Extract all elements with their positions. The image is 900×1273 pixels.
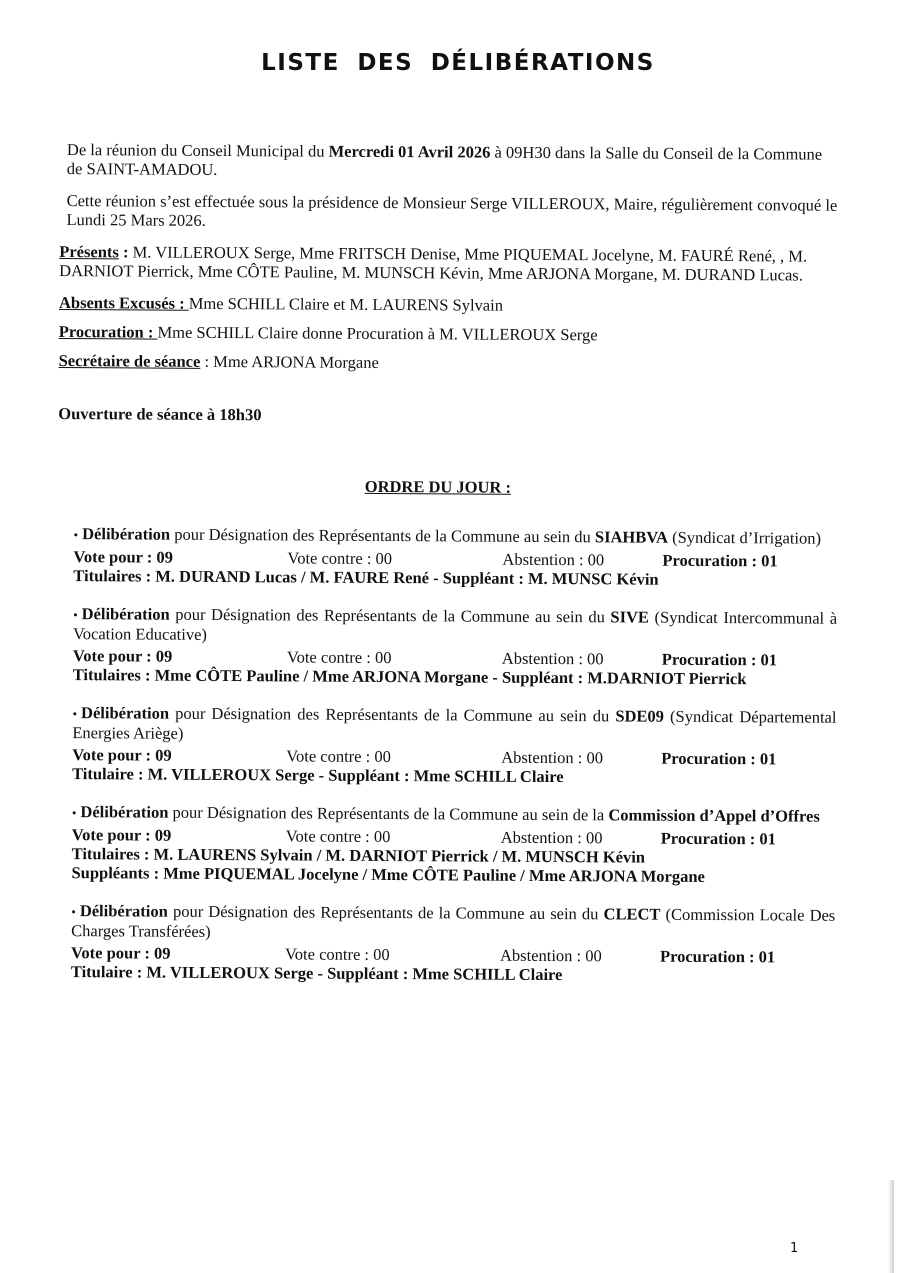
titulaires-line: Titulaires : M. DURAND Lucas / M. FAURE René - Suppléant : M. MUNSC Kévin [73, 566, 659, 589]
deliberation-lead: Délibération [81, 604, 170, 624]
organisation-detail: (Syndicat d’Irrigation) [667, 527, 822, 548]
organisation-detail: (Syndicat Intercommunal à Vocation Educative) [72, 607, 838, 644]
deliberation-item [71, 802, 835, 887]
procuration-count: Procuration : 01 [662, 550, 778, 571]
deliberation-description [71, 901, 835, 945]
organisation-name: SIVE [610, 607, 650, 627]
absents-label: Absents Excusés : [58, 292, 189, 313]
ordre-du-jour-suffix: : [501, 477, 512, 497]
organisation-name: CLECT [603, 904, 661, 924]
organisation-name: SIAHBVA [594, 527, 669, 547]
deliberation-description [73, 604, 837, 648]
intro-text-end: à 09H30 dans la Salle du Conseil de la Commune de SAINT-AMADOU. [66, 142, 823, 179]
titulaires-line: Titulaire : M. VILLEROUX Serge - Suppléant : Mme SCHILL Claire [70, 962, 563, 985]
bullet-icon: • [71, 904, 76, 920]
presents-separator: : [118, 242, 133, 262]
deliberation-list [55, 524, 838, 986]
procuration-label: Procuration : [58, 321, 158, 342]
bullet-icon: • [73, 527, 79, 543]
procuration-count: Procuration : 01 [659, 946, 776, 967]
vote-pour: Vote pour : 09 [72, 745, 172, 765]
deliberation-item [71, 901, 835, 986]
organisation-name: Commission d’Appel d’Offres [608, 805, 820, 826]
deliberation-text: pour Désignation des Représentants de la Commune au sein de la [168, 802, 609, 825]
deliberation-lead: Délibération [81, 703, 170, 723]
abstention: Abstention : 00 [501, 648, 604, 669]
procuration-count: Procuration : 01 [661, 649, 778, 670]
vote-contre: Vote contre : 00 [284, 944, 390, 965]
scan-edge-shadow [888, 1180, 894, 1273]
vote-contre: Vote contre : 00 [286, 746, 391, 767]
deliberation-text: pour Désignation des Représentants de la Commune au sein du [170, 524, 596, 547]
absents-list: Mme SCHILL Claire et M. LAURENS Sylvain [188, 293, 504, 315]
organisation-detail: (Commission Locale Des Charges Transférées) [71, 904, 836, 941]
ouverture-seance: Ouverture de séance à 18h30 [58, 403, 262, 425]
procuration-text: Mme SCHILL Claire donne Procuration à M. VILLEROUX Serge [157, 322, 598, 345]
deliberation-description [72, 703, 836, 747]
vote-contre: Vote contre : 00 [285, 826, 391, 847]
document-title: LISTE DES DÉLIBÉRATIONS [261, 50, 655, 76]
presents-list: M. VILLEROUX Serge, Mme FRITSCH Denise, Mme PIQUEMAL Jocelyne, M. FAURÉ René, , M. DARNIOT Pierrick, Mme CÔTE Pauline, M. MUNSCH Kévin, Mme ARJONA Morgane, M. DURAND Lucas. [59, 242, 808, 285]
vote-contre: Vote contre : 00 [286, 647, 392, 668]
intro-text: De la réunion du Conseil Municipal du [66, 140, 329, 161]
secretaire-paragraph [59, 351, 839, 375]
procuration-count: Procuration : 01 [660, 828, 776, 849]
titulaires-line: Titulaire : M. VILLEROUX Serge - Suppléant : Mme SCHILL Claire [72, 764, 564, 787]
organisation-detail: (Syndicat Départemental Energies Ariège) [72, 706, 837, 743]
meeting-date: Mercredi 01 Avril 2026 [328, 141, 491, 162]
deliberation-text: pour Désignation des Représentants de la Commune au sein du [169, 703, 616, 726]
intro-meeting [67, 140, 840, 183]
deliberation-item [73, 524, 837, 590]
bullet-icon: • [71, 805, 77, 821]
deliberation-lead: Délibération [79, 901, 168, 921]
page-number: 1 [790, 1241, 799, 1256]
procuration-paragraph [59, 322, 839, 346]
abstention: Abstention : 00 [500, 827, 603, 848]
vote-pour: Vote pour : 09 [73, 547, 173, 567]
deliberation-text: pour Désignation des Représentants de la Commune au sein du [169, 604, 611, 627]
secretaire-label: Secrétaire de séance [58, 350, 201, 371]
vote-pour: Vote pour : 09 [71, 825, 172, 845]
deliberation-description [72, 802, 836, 827]
secretaire-name: : Mme ARJONA Morgane [200, 351, 379, 372]
suppleants-line: Suppléants : Mme PIQUEMAL Jocelyne / Mme CÔTE Pauline / Mme ARJONA Morgane [71, 863, 705, 886]
organisation-name: SDE09 [615, 706, 665, 726]
bullet-icon: • [72, 706, 78, 722]
titulaires-line: Titulaires : M. LAURENS Sylvain / M. DARNIOT Pierrick / M. MUNSCH Kévin [71, 844, 646, 867]
deliberation-item [72, 703, 836, 788]
ordre-du-jour-label: ORDRE DU JOUR [364, 476, 502, 497]
deliberation-text: pour Désignation des Représentants de la Commune au sein du [167, 901, 604, 924]
presents-label: Présents [59, 241, 119, 262]
deliberation-lead: Délibération [82, 524, 171, 544]
absents-paragraph [59, 293, 839, 317]
presents-paragraph [59, 242, 839, 285]
vote-pour: Vote pour : 09 [70, 943, 171, 963]
deliberation-item [73, 604, 837, 689]
intro-presidence: Cette réunion s’est effectuée sous la présidence de Monsieur Serge VILLEROUX, Maire, régulièrement convoqué le Lundi 25 Mars 2026. [66, 191, 838, 230]
document-body [55, 140, 840, 1005]
abstention: Abstention : 00 [502, 549, 605, 570]
abstention: Abstention : 00 [501, 747, 604, 768]
titulaires-line: Titulaires : Mme CÔTE Pauline / Mme ARJONA Morgane - Suppléant : M.DARNIOT Pierrick [72, 665, 747, 689]
ordre-du-jour-heading [58, 475, 818, 499]
deliberation-description [74, 524, 838, 549]
deliberation-lead: Délibération [80, 802, 169, 822]
vote-contre: Vote contre : 00 [287, 548, 393, 569]
abstention: Abstention : 00 [499, 945, 602, 966]
procuration-count: Procuration : 01 [661, 748, 777, 769]
bullet-icon: • [73, 607, 78, 623]
vote-pour: Vote pour : 09 [72, 646, 173, 666]
